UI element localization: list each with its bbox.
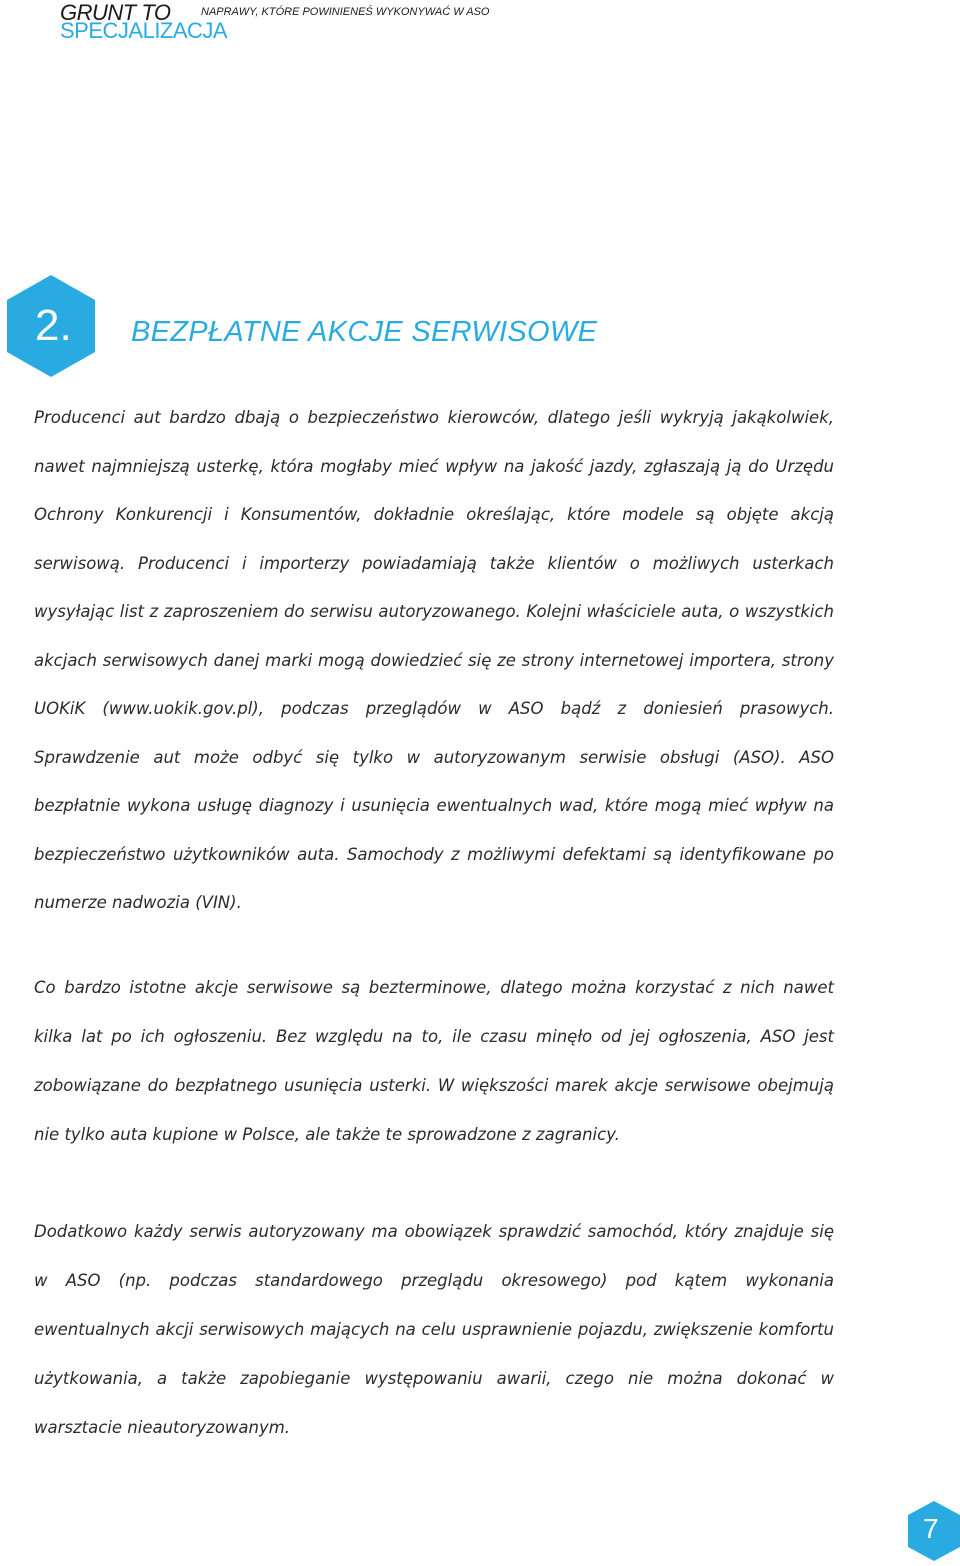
section-heading	[0, 270, 960, 380]
page-number: 7	[923, 1513, 939, 1544]
paragraph-3: Dodatkowo każdy serwis autoryzowany ma obowiązek sprawdzić samochód, który znajduje się w ASO (np. podczas standardowego przeglądu okresowego) pod kątem wykonania ewentualnych akcji serwisowych mających na celu usprawnienie pojazdu, zwiększenie komfortu użytkowania, a także zapobieganie występowaniu awarii, czego nie można dokonać w warsztacie nieautoryzowanym.	[34, 1222, 834, 1437]
brand-line-2: SPECJALIZACJA	[60, 18, 228, 43]
page-number-badge	[906, 1500, 960, 1562]
section-number: 2.	[35, 301, 72, 350]
brand-line-1: GRUNT TO	[60, 0, 171, 25]
page-header	[60, 0, 940, 50]
section-number-hexagon	[5, 273, 97, 379]
header-subtitle: NAPRAWY, KTÓRE POWINIENEŚ WYKONYWAĆ W ASO	[201, 6, 490, 18]
paragraph-2: Co bardzo istotne akcje serwisowe są bezterminowe, dlatego można korzystać z nich nawet kilka lat po ich ogłoszeniu. Bez względu na to, ile czasu minęło od jej ogłoszenia, ASO jest zobowiązane do bezpłatnego usunięcia usterki. W większości marek akcje serwisowe obejmują nie tylko auta kupione w Polsce, ale także te sprowadzone z zagranicy.	[34, 978, 834, 1144]
section-title: BEZPŁATNE AKCJE SERWISOWE	[131, 316, 598, 348]
paragraph-1: Producenci aut bardzo dbają o bezpieczeństwo kierowców, dlatego jeśli wykryją jakąkolwiek, nawet najmniejszą usterkę, która mogłaby mieć wpływ na jakość jazdy, zgłaszają ją do Urzędu Ochrony Konkurencji i Konsumentów, dokładnie określając, które modele są objęte akcją serwisową. Producenci i importerzy powiadamiają także klientów o możliwych usterkach wysyłając list z zaproszeniem do serwisu autoryzowanego. Kolejni właściciele auta, o wszystkich akcjach serwisowych danej marki mogą dowiedzieć się ze strony internetowej importera, strony UOKiK (www.uokik.gov.pl), podczas przeglądów w ASO bądź z doniesień prasowych. Sprawdzenie aut może odbyć się tylko w autoryzowanym serwisie obsługi (ASO). ASO bezpłatnie wykona usługę diagnozy i usunięcia ewentualnych wad, które mogą mieć wpływ na bezpieczeństwo użytkowników auta. Samochody z możliwymi defektami są identyfikowane po numerze nadwozia (VIN).	[34, 408, 834, 912]
